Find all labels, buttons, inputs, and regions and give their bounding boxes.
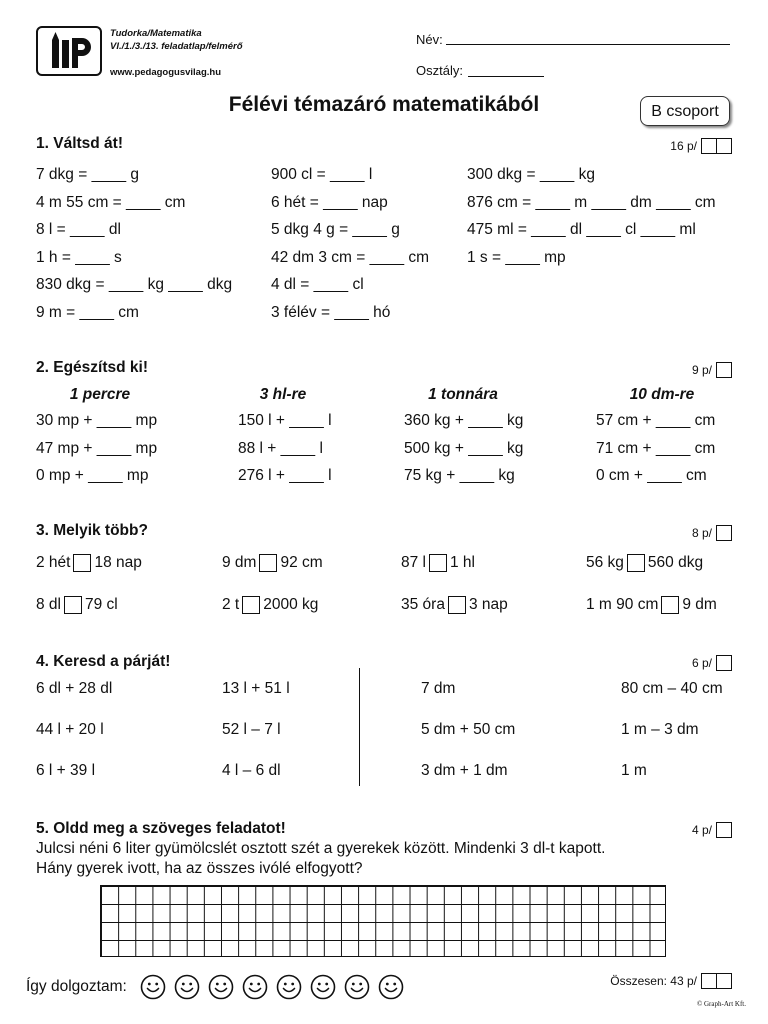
smiley-icon[interactable] (208, 974, 234, 1000)
section-2-points (692, 362, 732, 378)
section-3-title: 3. Melyik több? (36, 522, 148, 539)
conversion-item[interactable]: 900 cl = ____ l (271, 166, 373, 183)
section-4-title: 4. Keresd a párját! (36, 653, 171, 670)
conversion-item[interactable]: 475 ml = ____ dl ____ cl ____ ml (467, 221, 696, 239)
conversion-item[interactable]: 5 dkg 4 g = ____ g (271, 221, 400, 239)
comparison-right: 560 dkg (647, 554, 704, 571)
score-box[interactable] (716, 362, 732, 378)
score-box[interactable] (701, 973, 717, 989)
comparison-left: 8 dl (36, 596, 61, 613)
section-4-points-label: 6 p/ (691, 656, 712, 670)
pair-item[interactable]: 80 cm – 40 cm (621, 680, 723, 697)
conversion-item[interactable]: 300 dkg = ____ kg (467, 166, 595, 183)
pair-item[interactable]: 6 l + 39 l (36, 762, 96, 779)
comparison-left: 56 kg (586, 554, 624, 571)
comparison-left: 2 t (222, 596, 240, 613)
comparison-left: 1 m 90 cm (586, 596, 659, 613)
conversion-item[interactable]: 7 dkg = ____ g (36, 166, 139, 183)
conversion-item[interactable]: 6 hét = ____ nap (271, 193, 388, 211)
pair-item[interactable]: 44 l + 20 l (36, 721, 104, 738)
completion-item[interactable]: 500 kg + ____ kg (404, 439, 524, 457)
conversion-item[interactable]: 3 félév = ____ hó (271, 304, 391, 321)
conversion-item[interactable]: 42 dm 3 cm = ____ cm (271, 248, 430, 266)
total-points (610, 973, 732, 989)
total-points-label: Összesen: 43 p/ (610, 974, 697, 988)
comparison-item (401, 596, 508, 614)
smiley-icon[interactable] (276, 974, 302, 1000)
col-head-3: 1 tonnára (428, 386, 498, 403)
smiley-icon[interactable] (344, 974, 370, 1000)
completion-item[interactable]: 0 mp + ____ mp (36, 467, 149, 484)
pair-item[interactable]: 52 l – 7 l (222, 721, 281, 738)
score-box[interactable] (716, 822, 732, 838)
conversion-item[interactable]: 4 dl = ____ cl (271, 276, 364, 294)
comparison-item (36, 554, 142, 572)
name-field[interactable] (446, 44, 730, 45)
class-label: Osztály: (416, 63, 463, 78)
comparison-item (222, 596, 318, 614)
group-badge: B csoport (640, 96, 730, 126)
smiley-icon[interactable] (242, 974, 268, 1000)
section-2-title: 2. Egészítsd ki! (36, 359, 148, 376)
comparison-item (401, 554, 475, 572)
score-box[interactable] (716, 138, 732, 154)
section-1-title: 1. Váltsd át! (36, 135, 123, 152)
comparison-right: 3 nap (468, 596, 508, 613)
pencil-logo-icon (38, 28, 100, 74)
completion-item[interactable]: 88 l + ____ l (238, 439, 323, 457)
section-1-points-label: 16 p/ (670, 139, 697, 153)
smiley-row (140, 974, 404, 1000)
conversion-item[interactable]: 9 m = ____ cm (36, 304, 139, 321)
copyright: © Graph-Art Kft. (696, 1000, 746, 1008)
section-5-points (692, 822, 732, 838)
header-url: www.pedagogusvilag.hu (110, 67, 222, 78)
comparison-right: 92 cm (280, 554, 323, 571)
comparison-item (586, 554, 703, 572)
comparison-left: 9 dm (222, 554, 257, 571)
answer-grid[interactable] (100, 885, 666, 957)
conversion-item[interactable]: 876 cm = ____ m ____ dm ____ cm (467, 193, 716, 211)
conversion-item[interactable]: 830 dkg = ____ kg ____ dkg (36, 276, 233, 294)
comparison-item (222, 554, 323, 572)
section-1-points (670, 138, 732, 154)
pair-item[interactable]: 7 dm (421, 680, 456, 697)
comparison-answer-box[interactable] (448, 596, 466, 614)
pair-item[interactable]: 3 dm + 1 dm (421, 762, 508, 779)
problem-text-1: Julcsi néni 6 liter gyümölcslét osztott szét a gyerekek között. Mindenki 3 dl-t kapott. (36, 840, 606, 857)
header-line-2: VI./1./3./13. feladatlap/felmérő (110, 41, 243, 52)
pair-item[interactable]: 5 dm + 50 cm (421, 721, 516, 738)
header-series (110, 27, 243, 53)
completion-item[interactable]: 0 cm + ____ cm (596, 467, 707, 484)
score-box[interactable] (701, 138, 717, 154)
completion-item[interactable]: 150 l + ____ l (238, 412, 332, 429)
comparison-right: 9 dm (682, 596, 717, 613)
comparison-answer-box[interactable] (429, 554, 447, 572)
pair-item[interactable]: 4 l – 6 dl (222, 762, 281, 779)
section-3-points (692, 525, 732, 541)
comparison-right: 1 hl (450, 554, 475, 571)
comparison-right: 79 cl (85, 596, 118, 613)
conversion-item[interactable]: 1 h = ____ s (36, 248, 122, 266)
publisher-logo (36, 26, 102, 76)
comparison-answer-box[interactable] (64, 596, 82, 614)
smiley-icon[interactable] (174, 974, 200, 1000)
pair-item[interactable]: 13 l + 51 l (222, 680, 290, 697)
conversion-item[interactable]: 8 l = ____ dl (36, 221, 121, 239)
name-label: Név: (416, 32, 443, 47)
pair-divider (359, 668, 360, 786)
comparison-left: 2 hét (36, 554, 71, 571)
comparison-left: 35 óra (401, 596, 445, 613)
completion-item[interactable]: 47 mp + ____ mp (36, 439, 158, 457)
conversion-item[interactable]: 1 s = ____ mp (467, 248, 566, 266)
class-field[interactable] (468, 76, 544, 77)
comparison-answer-box[interactable] (627, 554, 645, 572)
section-4-points (692, 655, 732, 671)
page-title: Félévi témazáró matematikából (228, 93, 540, 116)
section-5-title: 5. Oldd meg a szöveges feladatot! (36, 820, 286, 837)
completion-item[interactable]: 71 cm + ____ cm (596, 439, 716, 457)
smiley-icon[interactable] (140, 974, 166, 1000)
col-head-1: 1 percre (69, 386, 131, 403)
completion-item[interactable]: 30 mp + ____ mp (36, 412, 158, 429)
problem-text-2: Hány gyerek ivott, ha az összes ivólé elfogyott? (36, 860, 363, 877)
score-box[interactable] (716, 655, 732, 671)
section-5-points-label: 4 p/ (691, 823, 712, 837)
completion-item[interactable]: 360 kg + ____ kg (404, 412, 524, 429)
col-head-4: 10 dm-re (629, 386, 695, 403)
header-line-1: Tudorka/Matematika (110, 28, 202, 39)
section-2-points-label: 9 p/ (691, 363, 712, 377)
smiley-icon[interactable] (378, 974, 404, 1000)
comparison-item (586, 596, 717, 614)
pair-item[interactable]: 6 dl + 28 dl (36, 680, 113, 697)
comparison-left: 87 l (401, 554, 426, 571)
score-box[interactable] (716, 973, 732, 989)
comparison-right: 18 nap (94, 554, 142, 571)
comparison-answer-box[interactable] (661, 596, 679, 614)
self-eval-label: Így dolgoztam: (26, 978, 127, 995)
conversion-item[interactable]: 4 m 55 cm = ____ cm (36, 193, 186, 211)
completion-item[interactable]: 57 cm + ____ cm (596, 412, 716, 429)
comparison-answer-box[interactable] (259, 554, 277, 572)
smiley-icon[interactable] (310, 974, 336, 1000)
completion-item[interactable]: 276 l + ____ l (238, 467, 332, 484)
comparison-answer-box[interactable] (242, 596, 260, 614)
col-head-2: 3 hl-re (259, 386, 307, 403)
comparison-item (36, 596, 118, 614)
completion-item[interactable]: 75 kg + ____ kg (404, 467, 515, 484)
comparison-answer-box[interactable] (73, 554, 91, 572)
pair-item[interactable]: 1 m (621, 762, 647, 779)
score-box[interactable] (716, 525, 732, 541)
comparison-right: 2000 kg (263, 596, 319, 613)
pair-item[interactable]: 1 m – 3 dm (621, 721, 699, 738)
section-3-points-label: 8 p/ (691, 526, 712, 540)
